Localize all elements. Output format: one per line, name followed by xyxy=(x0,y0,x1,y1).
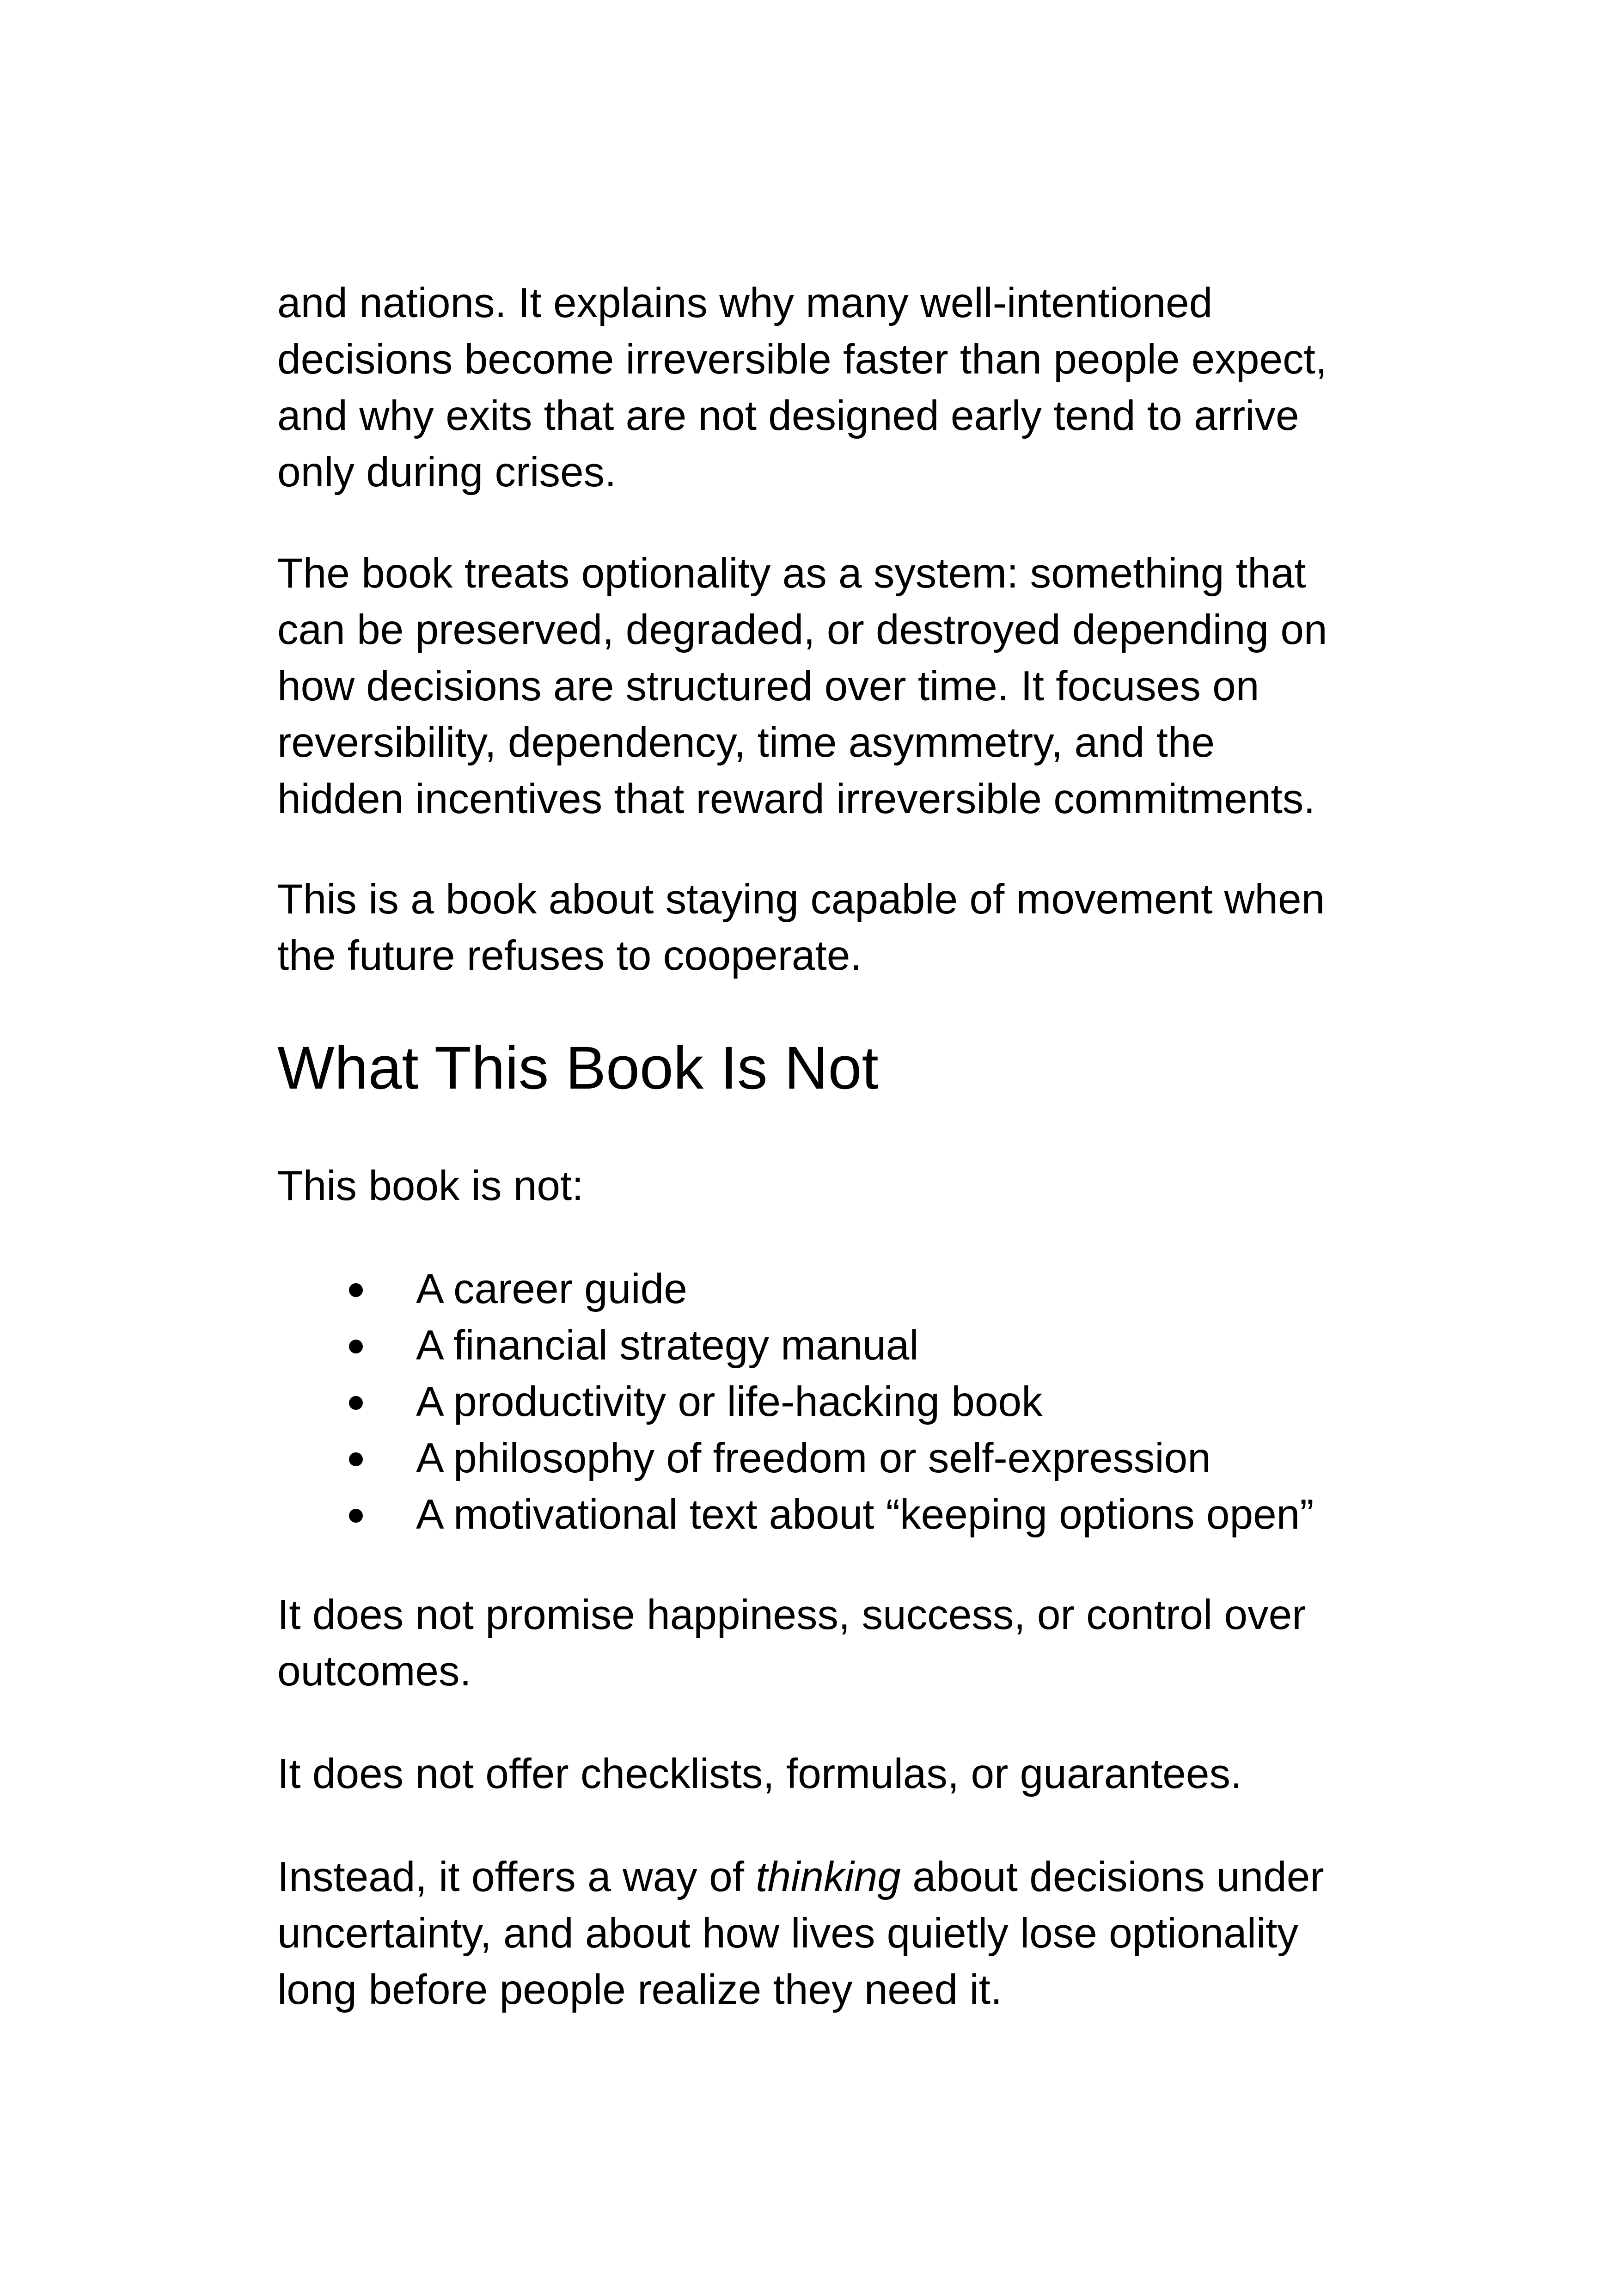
paragraph-nations xyxy=(277,275,1373,501)
emphasized-word: thinking xyxy=(756,1854,901,1900)
list-item-text: A productivity or life-hacking book xyxy=(416,1378,1043,1425)
bullet-icon xyxy=(349,1396,363,1410)
list-item xyxy=(277,1317,1373,1374)
list-item-text: A career guide xyxy=(416,1266,687,1312)
paragraph-optionality-system xyxy=(277,545,1373,827)
section-heading: What This Book Is Not xyxy=(277,1034,879,1102)
paragraph-no-checklists xyxy=(277,1746,1373,1802)
list-item xyxy=(277,1374,1373,1430)
text-line: outcomes. xyxy=(277,1648,471,1695)
bullet-icon xyxy=(349,1452,363,1466)
text-segment: about decisions under xyxy=(900,1854,1324,1900)
intro-line xyxy=(277,1158,1373,1214)
text-line xyxy=(277,1849,1373,1905)
text-line: It does not promise happiness, success, or control over xyxy=(277,1592,1306,1638)
text-line: decisions become irreversible faster than people expect, xyxy=(277,336,1327,383)
text-line: uncertainty, and about how lives quietly lose optionality xyxy=(277,1910,1298,1957)
list-item xyxy=(277,1430,1373,1487)
text-line: how decisions are structured over time. It focuses on xyxy=(277,663,1259,710)
list-item-text: A philosophy of freedom or self-expression xyxy=(416,1435,1211,1482)
text-line: the future refuses to cooperate. xyxy=(277,932,862,979)
list-item xyxy=(277,1487,1373,1543)
text-line: hidden incentives that reward irreversible commitments. xyxy=(277,776,1315,822)
text-line: The book treats optionality as a system: something that xyxy=(277,550,1306,597)
list-item-text: A financial strategy manual xyxy=(416,1322,919,1369)
text-line: only during crises. xyxy=(277,449,617,496)
text-segment: Instead, it offers a way of xyxy=(277,1854,756,1900)
paragraph-staying-capable xyxy=(277,871,1373,984)
text-line: and nations. It explains why many well-intentioned xyxy=(277,280,1213,326)
bullet-icon xyxy=(349,1509,363,1523)
list-item-text: A motivational text about “keeping options open” xyxy=(416,1491,1314,1538)
list-item xyxy=(277,1261,1373,1317)
paragraph-instead xyxy=(277,1849,1373,2018)
text-line: reversibility, dependency, time asymmetry, and the xyxy=(277,719,1215,766)
bullet-icon xyxy=(349,1283,363,1297)
text-line: and why exits that are not designed early tend to arrive xyxy=(277,392,1299,439)
not-list xyxy=(277,1261,1373,1543)
paragraph-no-promise xyxy=(277,1587,1373,1700)
text-line: It does not offer checklists, formulas, or guarantees. xyxy=(277,1751,1242,1797)
text-line: long before people realize they need it. xyxy=(277,1966,1003,2013)
text-line: This is a book about staying capable of movement when xyxy=(277,876,1325,923)
text-line: can be preserved, degraded, or destroyed depending on xyxy=(277,606,1327,653)
text-line: This book is not: xyxy=(277,1163,584,1209)
bullet-icon xyxy=(349,1340,363,1353)
